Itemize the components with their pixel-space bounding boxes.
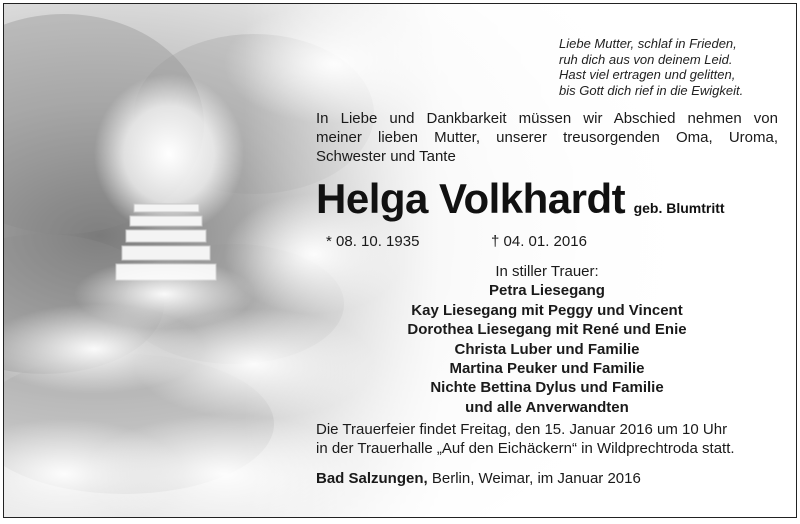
birth-name: geb. Blumtritt	[633, 200, 725, 216]
place-rest: Berlin, Weimar, im Januar 2016	[427, 470, 641, 487]
intro-text	[316, 109, 778, 166]
poem-line: bis Gott dich rief in die Ewigkeit.	[559, 82, 744, 98]
funeral-service-info	[316, 420, 786, 458]
mourner: Kay Liesegang mit Peggy und Vincent	[411, 301, 683, 319]
poem	[559, 36, 789, 98]
mourner: Petra Liesegang	[489, 282, 605, 300]
mourners-heading: In stiller Trauer:	[495, 263, 599, 280]
mourner: Nichte Bettina Dylus und Familie	[430, 379, 664, 397]
service-line: in der Trauerhalle „Auf den Eichäckern“ in Wildprechtroda statt.	[316, 440, 735, 457]
poem-line: ruh dich aus von deinem Leid.	[559, 51, 733, 67]
mourner: Christa Luber und Familie	[454, 340, 640, 358]
mourner: Martina Peuker und Familie	[449, 360, 645, 378]
intro-line: meiner lieben Mutter, unserer treusorgenden Oma, Uroma,	[316, 129, 778, 146]
mourner: Dorothea Liesegang mit René und Enie	[407, 321, 687, 339]
deceased-name-row	[316, 175, 786, 223]
life-dates	[326, 233, 746, 250]
mourners-list	[316, 262, 778, 417]
birth-date: * 08. 10. 1935	[326, 233, 420, 250]
poem-line: Hast viel ertragen und gelitten,	[559, 67, 736, 82]
poem-line: Liebe Mutter, schlaf in Frieden,	[559, 36, 737, 51]
deceased-name: Helga Volkhardt	[316, 175, 626, 222]
mourner: und alle Anverwandten	[465, 398, 629, 416]
death-date: † 04. 01. 2016	[491, 233, 587, 250]
intro-line: In Liebe und Dankbarkeit müssen wir Abschied nehmen von	[316, 110, 778, 127]
place-primary: Bad Salzungen,	[316, 470, 428, 487]
place-date	[316, 470, 786, 487]
service-line: Die Trauerfeier findet Freitag, den 15. Januar 2016 um 10 Uhr	[316, 421, 728, 438]
intro-line: Schwester und Tante	[316, 148, 456, 165]
obituary-notice	[3, 3, 797, 518]
